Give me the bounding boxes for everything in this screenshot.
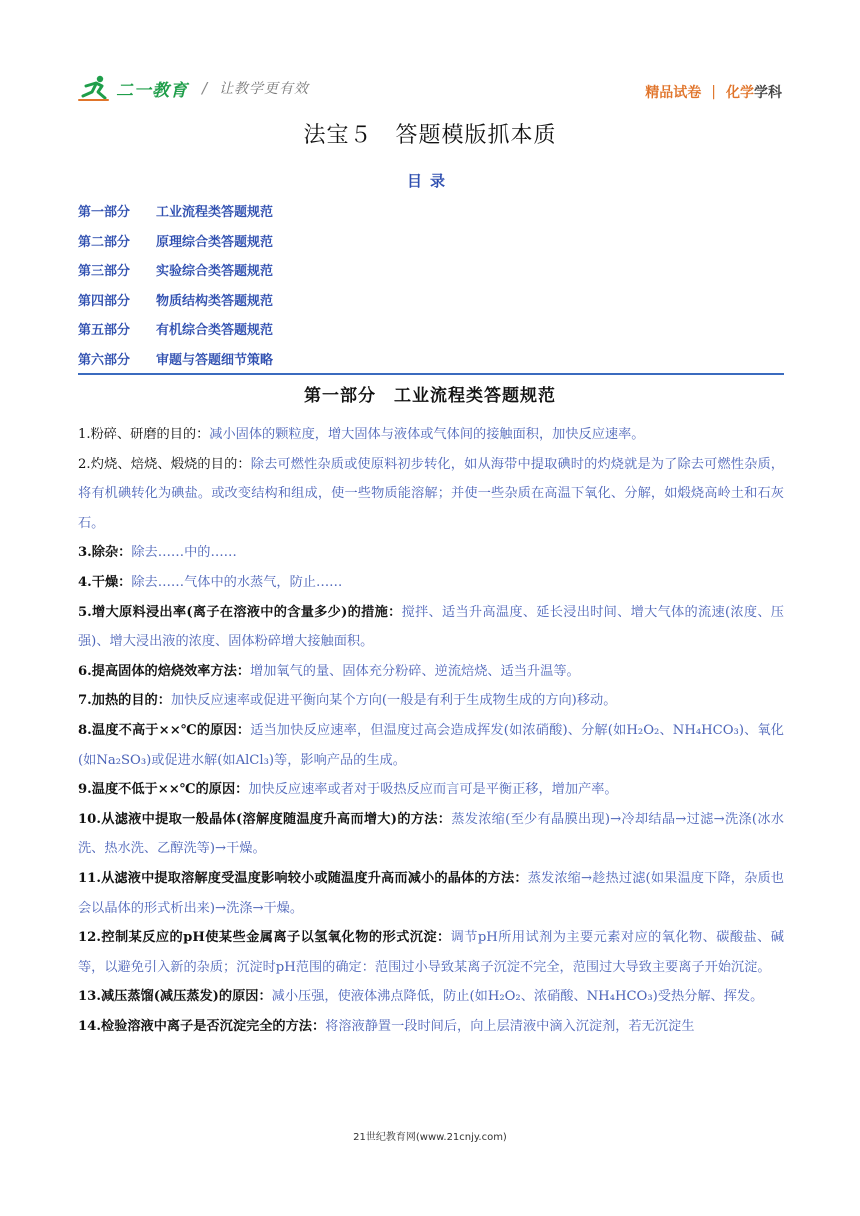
subject-label-separator: | <box>711 84 716 100</box>
item-key: 8.温度不高于××℃的原因： <box>78 722 251 738</box>
list-item <box>78 657 784 687</box>
item-key: 1.粉碎、研磨的目的： <box>78 427 210 442</box>
item-key: 4.干燥： <box>78 574 132 590</box>
item-value: 搅拌、适当升高温度、延长浸出时间、增大气体的流速(浓度、压强)、增大浸出液的浓度、固体粉碎增大接触面积。 <box>78 604 784 650</box>
subject-label-product: 精品试卷 <box>645 85 702 101</box>
item-value: 适当加快反应速率，但温度过高会造成挥发(如浓硝酸)、分解(如H₂O₂、NH₄HCO₃)、氧化(如Na₂SO₃)或促进水解(如AlCl₃)等，影响产品的生成。 <box>78 722 784 768</box>
runner-logo-icon <box>78 74 114 102</box>
header-slogan: 让教学更有效 <box>219 81 310 97</box>
page-title: 法宝５ 答题模版抓本质 <box>303 123 557 148</box>
list-item <box>78 805 784 864</box>
toc-item-part-2[interactable] <box>78 231 273 261</box>
toc-part-label: 物质结构类答题规范 <box>156 293 274 309</box>
toc-item-part-1[interactable] <box>78 201 273 231</box>
subject-label <box>645 82 782 102</box>
toc-part-number: 第六部分 <box>78 352 131 368</box>
table-of-contents <box>78 201 273 379</box>
item-key: 5.增大原料浸出率(离子在溶液中的含量多少)的措施： <box>78 604 402 620</box>
item-value: 除去……中的…… <box>131 545 237 561</box>
item-value: 减小固体的颗粒度，增大固体与液体或气体间的接触面积，加快反应速率。 <box>209 427 645 442</box>
item-key: 2.灼烧、焙烧、煅烧的目的： <box>78 456 251 472</box>
item-value: 加快反应速率或者对于吸热反应而言可是平衡正移，增加产率。 <box>248 782 618 798</box>
logo[interactable] <box>78 74 309 102</box>
item-value: 除去可燃性杂质或使原料初步转化，如从海带中提取碘时的灼烧就是为了除去可燃性杂质，将有机碘转化为碘盐。或改变结构和组成，使一些物质能溶解；并使一些杂质在高温下氧化、分解，如煅烧高岭土和石灰石。 <box>78 456 784 531</box>
item-value: 调节pH所用试剂为主要元素对应的氧化物、碳酸盐、碱等，以避免引入新的杂质；沉淀时pH范围的确定：范围过小导致某离子沉淀不完全，范围过大导致主要离子开始沉淀。 <box>78 930 784 975</box>
item-value: 增加氧气的量、固体充分粉碎、逆流焙烧、适当升温等。 <box>250 663 580 679</box>
item-key: 14.检验溶液中离子是否沉淀完全的方法： <box>78 1018 326 1034</box>
toc-item-part-3[interactable] <box>78 260 273 290</box>
toc-item-part-4[interactable] <box>78 290 273 320</box>
item-value: 蒸发浓缩(至少有晶膜出现)→冷却结晶→过滤→洗涤(冰水洗、热水洗、乙醇洗等)→干燥。 <box>78 811 784 857</box>
toc-part-label: 工业流程类答题规范 <box>156 205 274 220</box>
toc-item-part-5[interactable] <box>78 319 273 349</box>
item-key: 3.除杂： <box>78 545 132 561</box>
toc-part-number: 第一部分 <box>78 205 131 220</box>
list-item <box>78 598 784 657</box>
item-key: 10.从滤液中提取一般晶体(溶解度随温度升高而增大)的方法： <box>78 811 452 827</box>
list-item <box>78 982 784 1012</box>
list-item <box>78 1012 784 1042</box>
list-item <box>78 420 784 450</box>
toc-part-number: 第二部分 <box>78 234 131 250</box>
answer-templates <box>78 420 784 1041</box>
header-slash: / <box>202 79 208 97</box>
item-value: 减小压强，使液体沸点降低，防止(如H₂O₂、浓硝酸、NH₄HCO₃)受热分解、挥发。 <box>271 989 764 1005</box>
list-item <box>78 450 784 539</box>
list-item <box>78 538 784 568</box>
list-item <box>78 864 784 923</box>
item-value: 将溶液静置一段时间后，向上层清液中滴入沉淀剂，若无沉淀生 <box>325 1018 695 1034</box>
subject-label-subject: 化学 <box>726 85 754 101</box>
item-key: 13.减压蒸馏(减压蒸发)的原因： <box>78 989 272 1005</box>
list-item <box>78 686 784 716</box>
item-key: 11.从滤液中提取溶解度受温度影响较小或随温度升高而减小的晶体的方法： <box>78 870 528 886</box>
toc-title: 目录 <box>406 172 453 190</box>
list-item <box>78 716 784 775</box>
item-key: 9.温度不低于××℃的原因： <box>78 782 249 798</box>
page-footer[interactable]: 21世纪教育网(www.21cnjy.com) <box>353 1132 507 1143</box>
item-value: 加快反应速率或促进平衡向某个方向(一般是有利于生成物生成的方向)移动。 <box>170 693 617 709</box>
item-value: 蒸发浓缩→趁热过滤(如果温度下降，杂质也会以晶体的形式析出来)→洗涤→干燥。 <box>78 870 784 916</box>
item-value: 除去……气体中的水蒸气，防止…… <box>131 574 343 590</box>
toc-part-label: 实验综合类答题规范 <box>156 264 274 280</box>
toc-part-number: 第四部分 <box>78 293 131 309</box>
toc-part-number: 第五部分 <box>78 323 131 339</box>
section-divider <box>78 373 784 375</box>
item-key: 7.加热的目的： <box>78 693 171 709</box>
toc-part-label: 审题与答题细节策略 <box>156 352 274 368</box>
toc-part-label: 有机综合类答题规范 <box>156 323 274 339</box>
list-item <box>78 775 784 805</box>
section-title: 第一部分 工业流程类答题规范 <box>304 386 556 406</box>
toc-part-number: 第三部分 <box>78 264 131 280</box>
list-item <box>78 923 784 982</box>
logo-text: 二一教育 <box>116 80 188 101</box>
page-header <box>78 72 782 106</box>
item-key: 6.提高固体的焙烧效率方法： <box>78 663 251 679</box>
item-key: 12.控制某反应的pH使某些金属离子以氢氧化物的形式沉淀： <box>78 930 451 946</box>
toc-part-label: 原理综合类答题规范 <box>156 234 274 250</box>
list-item <box>78 568 784 598</box>
subject-label-suffix: 学科 <box>754 85 782 101</box>
